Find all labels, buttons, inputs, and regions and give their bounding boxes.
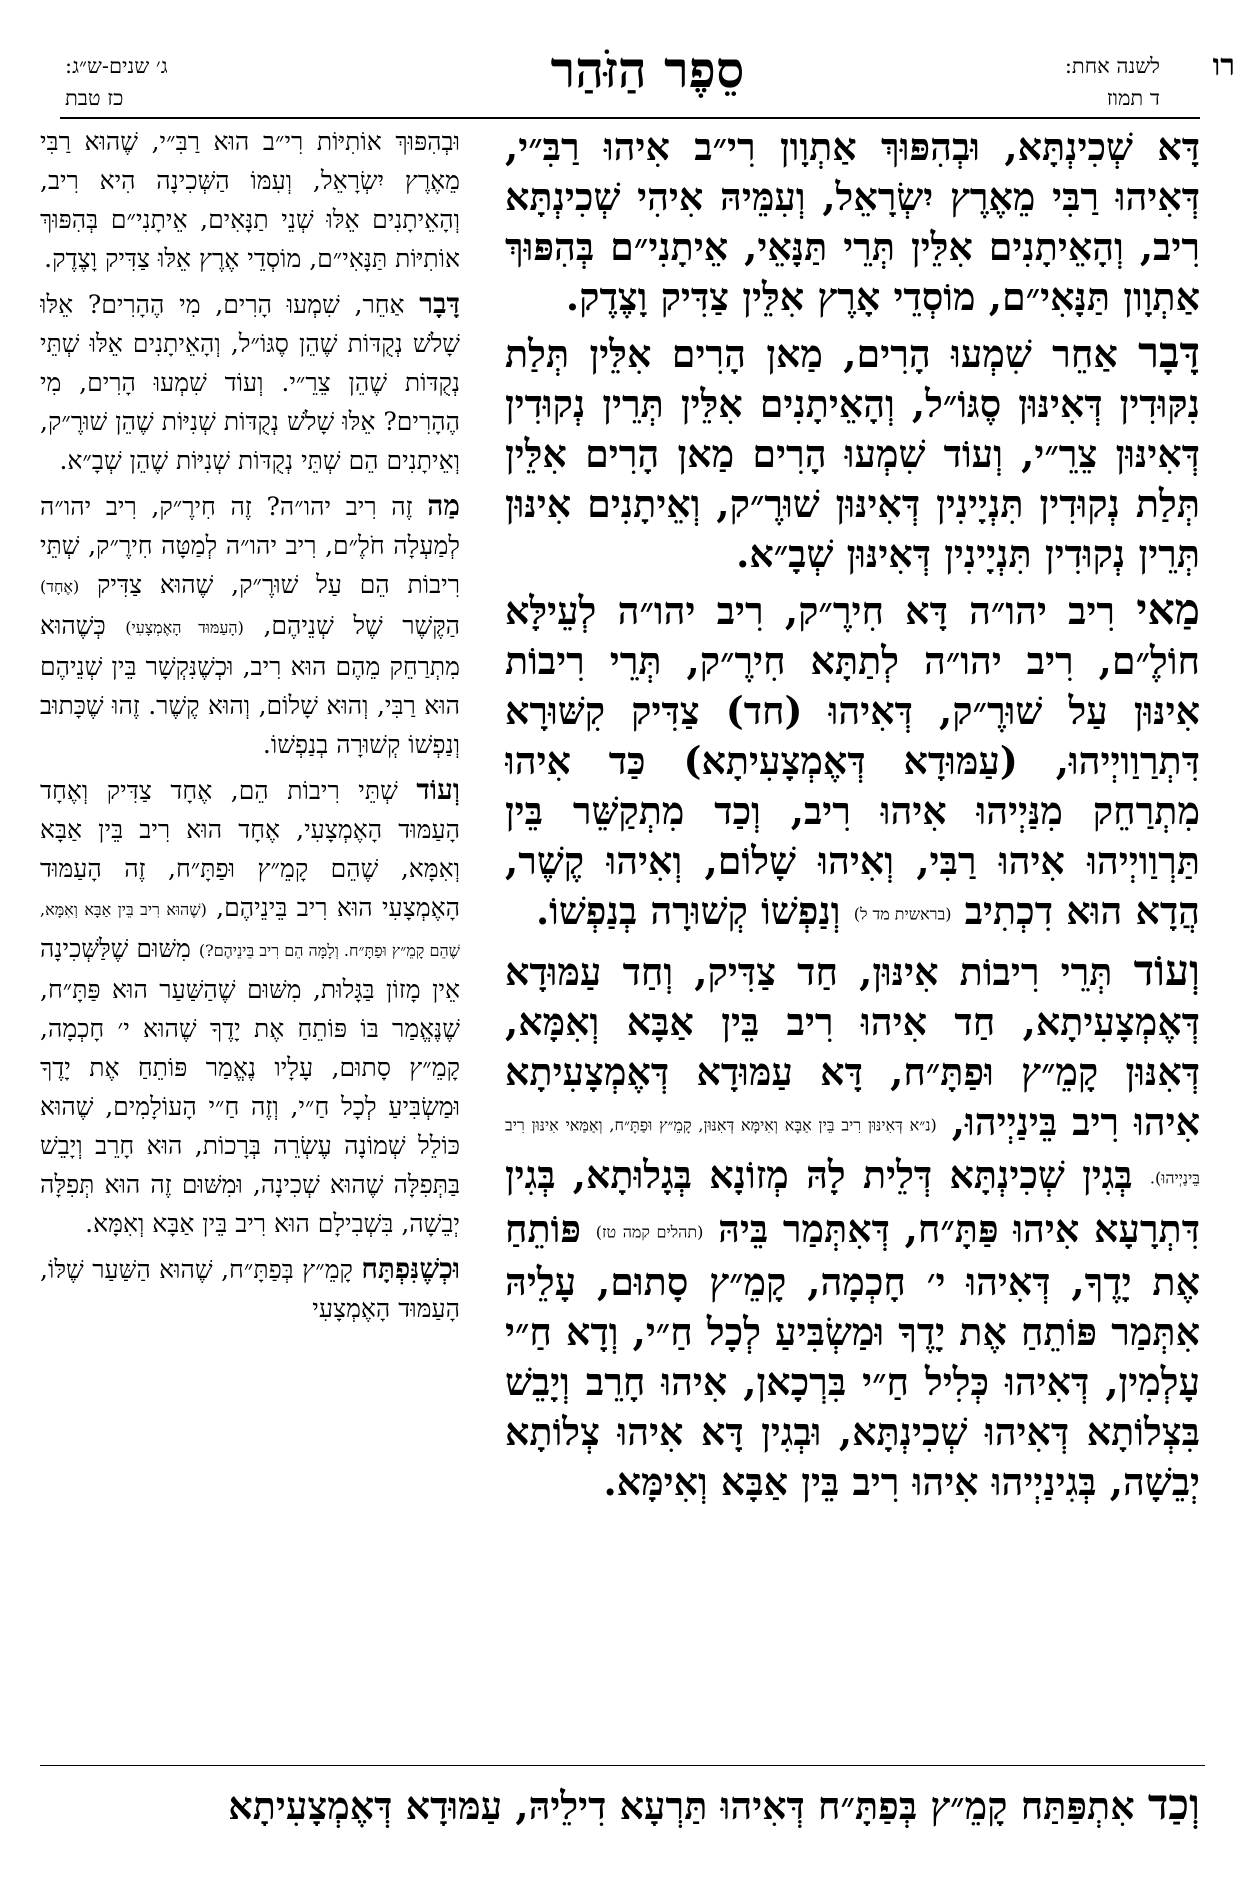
paragraph <box>40 486 460 764</box>
paragraph-text: אַחֵר שִׁמְעוּ הָרִים, מַאן הָרִים אִלֵּין תְּלַת נִקּוּדִין דְּאִינּוּן סֶגּוֹ״ל, וְהָאֵיתָנִים אִלֵּין תְּרֵין נְקוּדִין דְּאִינּוּן צֵרֵ״י, וְעוֹד שִׁמְעוּ הָרִים מַאן הָרִים אִלֵּין תְּלַת נְקוּדִין תִּנְיָינִין דְּאִינּוּן שׁוּרֶ״ק, וְאֵיתָנִים אִינּוּן תְּרֵין נְקוּדִין תִּנְיָינִין דְּאִינּוּן שְׁבָ״א. <box>505 331 1200 576</box>
paragraph-text: פּוֹתֵחַ אֶת יָדֶךָ, דְּאִיהוּ י׳ חָכְמָה, קָמֵ״ץ סָתוּם, עָלֵיהּ אִתְּמַר פּוֹתֵחַ אֶת יָדֶךָ וּמַשְׂבִּיעַ לְכָל חַ״י, וְדָא חַ״י עָלְמִין, דְּאִיהוּ כְּלִיל חַ״י בִּרְכָאן, אִיהוּ חָרֵב וְיָבֵשׁ בִּצְלוֹתָא דְּאִיהוּ שְׁכִינְתָּא, וּבְגִין דָּא אִיהוּ צְלוֹתָא יְבֵשָׁה, בְּגִינַיְיהוּ אִיהוּ רִיב בֵּין אַבָּא וְאִימָּא. <box>505 1205 1200 1504</box>
page-number: רו <box>1212 48 1235 83</box>
paragraph-text: זֶה רִיב יהו״ה? זֶה חִירֶ״ק, רִיב יהו״ה לְמַעְלָה חֹלֶ״ם, רִיב יהו״ה לְמַטָּה חִירֶ״ק, שְׁתֵּי רִיבוֹת הֵם עַל שׁוּרֶ״ק, שֶׁהוּא צַדִּיק <box>40 492 460 599</box>
opening-word: וְכַד <box>1147 1780 1200 1830</box>
paragraph-text: וְנַפְשׁוֹ קְשׁוּרָה בְנַפְשׁוֹ. <box>535 888 841 933</box>
hebrew-translation-column <box>40 122 460 1762</box>
variant-note: (הָעַמּוּד הָאֶמְצָעִי) <box>125 618 244 637</box>
opening-word: מַה <box>427 489 460 522</box>
verse-citation: (תהלים קמה טז) <box>595 1222 704 1241</box>
paragraph-text: אַחֵר, שִׁמְעוּ הָרִים, מִי הֶהָרִים? אֵלּוּ שָׁלֹשׁ נְקֻדּוֹת שֶׁהֵן סֶגּוֹ״ל, וְהָאֵיתָנִים אֵלּוּ שְׁתֵּי נְקֻדּוֹת שֶׁהֵן צֵרֵ״י. וְעוֹד שִׁמְעוּ הָרִים, מִי הֶהָרִים? אֵלּוּ שָׁלֹשׁ נְקֻדּוֹת שְׁנִיּוֹת שֶׁהֵן שׁוּרֶ״ק, וְאֵיתָנִים הֵם שְׁתֵּי נְקֻדּוֹת שְׁנִיּוֹת שֶׁהֵן שְׁבָ״א. <box>40 290 460 475</box>
paragraph <box>505 122 1200 322</box>
opening-word: מַאי <box>1136 585 1200 635</box>
opening-word: דָּבָר <box>419 287 460 320</box>
schedule-label: ג׳ שנים-ש״ג: <box>65 54 168 78</box>
paragraph-text: וּבְהִפּוּךְ אוֹתִיּוֹת רִי״ב הוּא רַבִּ״י, שֶׁהוּא רַבִּי מֵאֶרֶץ יִשְׂרָאֵל, וְעִמּוֹ הַשְּׁכִינָה הִיא רִיב, וְהָאֵיתָנִים אֵלּוּ שְׁנֵי תַנָּאִים, אֵיתָנִי״ם בְּהִפּוּךְ אוֹתִיּוֹת תַּנָּאִי״ם, מוֹסְדֵי אֶרֶץ אֵלּוּ צַדִּיק וָצֶדֶק. <box>40 127 460 273</box>
paragraph-text: רִיב יהו״ה דָּא חִירֶ״ק, רִיב יהו״ה לְעֵילָּא חוֹלֶ״ם, רִיב יהו״ה לְתַתָּא חִירֶ״ק, תְּרֵי רִיבוֹת אִינּוּן עַל שׁוּרֶ״ק, דְּאִיהוּ (חד) צַדִּיק קִשּׁוּרָא דִּתְרַוַויְיהוּ, (עַמּוּדָא דְּאֶמְצָעִיתָא) כַּד אִיהוּ מִתְרַחֵק מִנַּיְיהוּ אִיהוּ רִיב, וְכַד מִתְקַשֵּׁר בֵּין תַּרְוַויְיהוּ אִיהוּ רַבִּי, וְאִיהוּ שָׁלוֹם, וְאִיהוּ קֶשֶׁר, הֲדָא הוּא דִכְתִיב <box>505 588 1200 933</box>
paragraph <box>40 122 460 278</box>
header-divider <box>60 117 1200 119</box>
opening-word: דָּבָר <box>1138 328 1200 378</box>
schedule-date: כז טבת <box>65 86 124 110</box>
opening-word: וְעוֹד <box>416 773 460 806</box>
variant-note: (שֶׁהוּא רִיב בֵּין אַבָּא וְאִמָּא, שֶׁהֵם קָמֵ״ץ וּפַתָּ״ח. וְלָמָּה הֵם רִיב בֵּינֵיהֶם?) <box>40 900 460 960</box>
page-header <box>60 40 1235 120</box>
opening-word: וְעוֹד <box>1133 945 1200 996</box>
paragraph <box>40 284 460 480</box>
paragraph-text: מִשּׁוּם שֶׁלַּשְּׁכִינָה אֵין מָזוֹן בַּגָּלוּת, מִשּׁוּם שֶׁהַשַּׁעַר הוּא פַּתָּ״ח, שֶׁנֶּאֱמַר בּוֹ פּוֹתֵחַ אֶת יָדֶךָ שֶׁהוּא י׳ חָכְמָה, קָמֵ״ץ סָתוּם, עָלָיו נֶאֱמַר פּוֹתֵחַ אֶת יָדֶךָ וּמַשְׂבִּיעַ לְכָל חַ״י, וְזֶה חַ״י הָעוֹלָמִים, שֶׁהוּא כּוֹלֵל שְׁמוֹנָה עֶשְׂרֵה בְּרָכוֹת, הוּא חָרֵב וְיָבֵשׁ בַּתְּפִלָּה שֶׁהוּא שְׁכִינָה, וּמִשּׁוּם זֶה הוּא תְּפִלָּה יְבֵשָׁה, בִּשְׁבִילָם הוּא רִיב בֵּין אַבָּא וְאִמָּא. <box>40 934 460 1238</box>
paragraph-text: בְּגִין שְׁכִינְתָּא דְּלֵית לָהּ מְזוֹנָא בְּגָלוּתָא, בְּגִין דִּתְרָעָא אִיהוּ פַּתָּ״ח, דְּאִתְּמַר בֵּיהּ <box>505 1152 1200 1251</box>
paragraph-text: תְּרֵי רִיבוֹת אִינּוּן, חַד צַדִּיק, וְחַד עַמּוּדָא דְּאֶמְצָעִיתָא, חַד אִיהוּ רִיב בֵּין אַבָּא וְאִמָּא, דְּאִנּוּן קָמֵ״ץ וּפַתָּ״ח, דָּא עַמּוּדָא דְּאֶמְצָעִיתָא אִיהוּ רִיב בֵּינַיְיהוּ, <box>505 948 1200 1144</box>
book-title: סֵפֶר הַזֹּהַר <box>550 40 745 99</box>
paragraph <box>505 585 1200 940</box>
paragraph <box>40 1249 460 1328</box>
continuation-line <box>50 1778 1200 1848</box>
schedule-date: ד תמוז <box>1106 86 1160 110</box>
paragraph-text: קָמֵ״ץ בְּפַתָּ״ח, שֶׁהוּא הַשַּׁעַר שֶׁלּוֹ, הָעַמּוּד הָאֶמְצָעִי <box>40 1255 460 1323</box>
footer-divider <box>40 1765 1205 1766</box>
paragraph-text: כְּשֶׁהוּא מִתְרַחֵק מֵהֶם הוּא רִיב, וּכְשֶׁנִּקְשָׁר בֵּין שְׁנֵיהֶם הוּא רַבִּי, וְהוּא שָׁלוֹם, וְהוּא קֶשֶׁר. זֶהוּ שֶׁכָּתוּב וְנַפְשׁוֹ קְשׁוּרָה בְנַפְשׁוֹ. <box>40 611 460 759</box>
study-schedule-three-years <box>65 50 168 114</box>
aramaic-text-column <box>505 122 1200 1762</box>
schedule-label: לשנה אחת: <box>1064 54 1160 78</box>
paragraph-text: שְׁתֵּי רִיבוֹת הֵם, אֶחָד צַדִּיק וְאֶחָד הָעַמּוּד הָאֶמְצָעִי, אֶחָד הוּא רִיב בֵּין אַבָּא וְאִמָּא, שֶׁהֵם קָמֵ״ץ וּפַתָּ״ח, זֶה הָעַמּוּד הָאֶמְצָעִי הוּא רִיב בֵּינֵיהֶם, <box>40 776 460 922</box>
paragraph-text: דָּא שְׁכִינְתָּא, וּבְהִפּוּךְ אַתְוָון רִי״ב אִיהוּ רַבִּ״י, דְּאִיהוּ רַבִּי מֵאֶרֶץ יִשְׂרָאֵל, וְעִמֵּיהּ אִיהִי שְׁכִינְתָּא רִיב, וְהָאֵיתָנִים אִלֵּין תְּרֵי תַּנָּאֵי, אֵיתָנִי״ם בְּהִפּוּךְ אַתְוָון תַּנָּאִי״ם, מוֹסְדֵי אָרֶץ אִלֵּין צַדִּיק וָצֶדֶק. <box>505 124 1200 319</box>
variant-note: (אֶחָד) <box>40 577 80 596</box>
paragraph <box>505 328 1200 579</box>
paragraph <box>40 770 460 1243</box>
verse-citation: (בראשית מד ל) <box>853 904 952 924</box>
paragraph <box>505 946 1200 1508</box>
paragraph-text: אִתְפַּתַּח קָמֵ״ץ בְּפַתָּ״ח דְּאִיהוּ תַּרְעָא דִילֵיהּ, עַמּוּדָא דְּאֶמְצָעִיתָא <box>228 1783 1148 1828</box>
paragraph-text: הַקֶּשֶׁר שֶׁל שְׁנֵיהֶם, <box>263 611 460 640</box>
opening-word: וּכְשֶׁנִּפְתָּח <box>361 1252 460 1285</box>
variant-note: (נ״א דְּאִינּוּן רִיב בֵּין אַבָּא וְאִימָּא דְּאִנּוּן, קָמֵ״ץ וּפַתָּ״ח, וְאַמַּאי אִינּוּן רִיב בֵּינַיְיהוּ). <box>505 1115 1200 1188</box>
